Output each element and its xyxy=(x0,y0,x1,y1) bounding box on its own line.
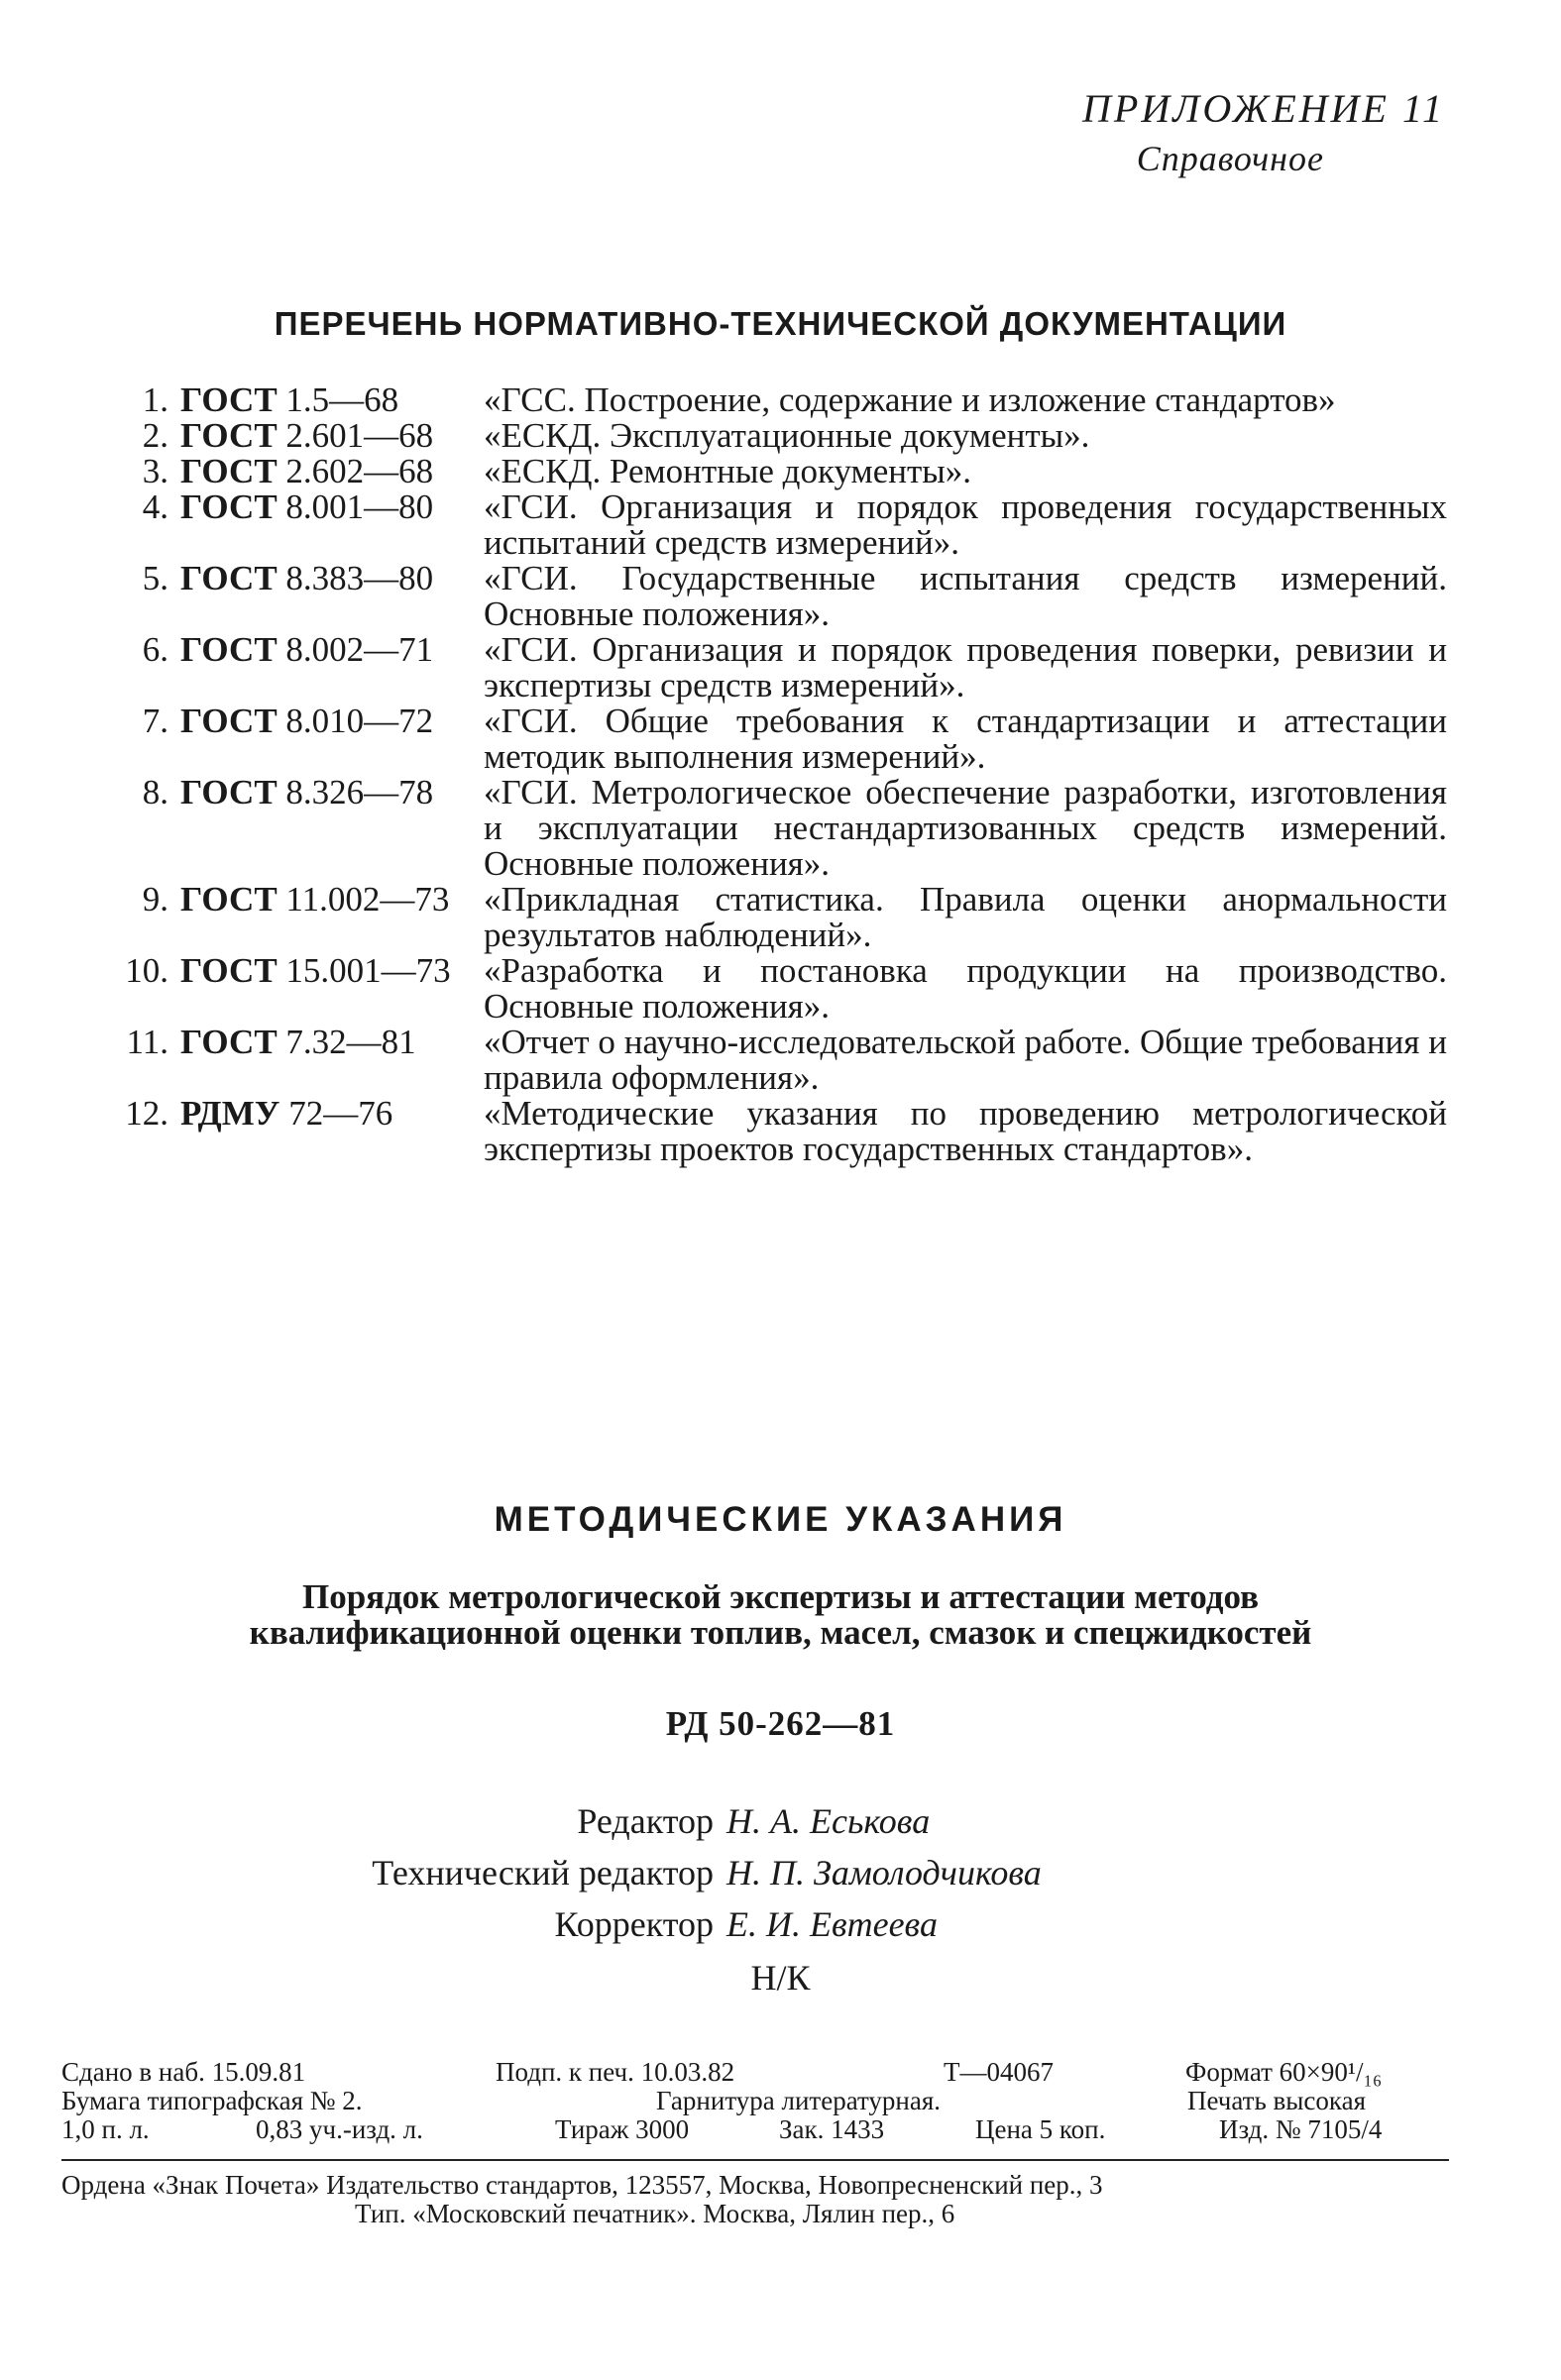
item-number: 2. xyxy=(142,416,168,455)
imprint-run: Тираж 3000 xyxy=(555,2114,690,2144)
method-subtitle-line: квалификационной оценки топлив, масел, смазок и спецжидкостей xyxy=(249,1613,1312,1652)
imprint-row xyxy=(61,2058,1449,2087)
item-code-number: 8.326—78 xyxy=(285,773,434,811)
imprint xyxy=(61,2058,1449,2144)
imprint-pub-no: Изд. № 7105/4 xyxy=(1219,2114,1383,2144)
item-prefix: ГОСТ xyxy=(180,487,278,526)
credit-name: Н. А. Еськова xyxy=(726,1801,931,1841)
item-code-number: 8.010—72 xyxy=(285,702,434,740)
item-prefix: ГОСТ xyxy=(180,452,278,490)
imprint-code: Т—04067 xyxy=(944,2057,1054,2087)
item-code-number: 15.001—73 xyxy=(285,951,451,990)
item-prefix: ГОСТ xyxy=(180,702,278,740)
item-code-number: 8.383—80 xyxy=(285,559,434,597)
item-code-number: 11.002—73 xyxy=(285,880,450,919)
imprint-price: Цена 5 коп. xyxy=(975,2114,1106,2144)
imprint-row xyxy=(61,2115,1449,2144)
item-number: 5. xyxy=(142,559,168,597)
rd-code: РД 50-262—81 xyxy=(665,1704,896,1743)
item-prefix: ГОСТ xyxy=(180,773,278,811)
credit-name: Н. П. Замолодчикова xyxy=(726,1853,1042,1893)
document-list-item xyxy=(99,632,1447,703)
credits xyxy=(0,1795,1561,1950)
item-title: «Разработка и постановка продукции на производство. Основные положения». xyxy=(484,951,1447,1026)
item-number: 10. xyxy=(125,951,168,990)
appendix-number: ПРИЛОЖЕНИЕ 11 xyxy=(1082,86,1445,131)
imprint-signed: Подп. к печ. 10.03.82 xyxy=(496,2057,735,2087)
document-list-item xyxy=(99,418,1447,454)
item-title: «ГСС. Построение, содержание и изложение стандартов» xyxy=(484,380,1336,419)
publisher-line: Ордена «Знак Почета» Издательство стандартов, 123557, Москва, Новопресненский пер., 3 xyxy=(61,2170,1103,2200)
document-list-item xyxy=(99,1096,1447,1167)
item-title: «Прикладная статистика. Правила оценки анормальности результатов наблюдений». xyxy=(484,880,1447,954)
method-subtitle xyxy=(0,1579,1561,1651)
item-code xyxy=(180,1096,484,1167)
credit-corrector xyxy=(0,1898,1561,1950)
item-number: 4. xyxy=(142,487,168,526)
item-prefix: ГОСТ xyxy=(180,880,278,919)
credit-role: Технический редактор xyxy=(372,1853,714,1893)
item-number: 11. xyxy=(126,1023,168,1061)
imprint-order: Зак. 1433 xyxy=(779,2114,885,2144)
credit-role: Корректор xyxy=(554,1904,714,1944)
document-list-item xyxy=(99,953,1447,1025)
item-title: «ГСИ. Общие требования к стандартизации и аттестации методик выполнения измерений». xyxy=(484,702,1447,776)
credit-editor xyxy=(0,1795,1561,1847)
item-title: «Отчет о научно-исследовательской работе. Общие требования и правила оформления». xyxy=(484,1023,1447,1097)
document-list-item xyxy=(99,561,1447,632)
item-code xyxy=(180,882,484,953)
item-title: «ГСИ. Организация и порядок проведения поверки, ревизии и экспертизы средств измерений». xyxy=(484,630,1447,704)
document-list-item xyxy=(99,882,1447,953)
credit-name: Е. И. Евтеева xyxy=(726,1904,938,1944)
printer-line: Тип. «Московский печатник». Москва, Лялин пер., 6 xyxy=(355,2199,955,2228)
publisher xyxy=(61,2171,1449,2228)
item-title: «ГСИ. Государственные испытания средств измерений. Основные положения». xyxy=(484,559,1447,633)
method-heading: МЕТОДИЧЕСКИЕ УКАЗАНИЯ xyxy=(494,1500,1067,1539)
imprint-paper: Бумага типографская № 2. xyxy=(61,2086,363,2115)
document-list xyxy=(99,382,1447,1167)
imprint-submitted: Сдано в наб. 15.09.81 xyxy=(61,2057,306,2087)
imprint-pub-sheets: 0,83 уч.-изд. л. xyxy=(256,2114,423,2144)
item-number: 7. xyxy=(142,702,168,740)
item-prefix: ГОСТ xyxy=(180,630,278,669)
nk-mark: Н/К xyxy=(750,1958,811,1998)
item-code xyxy=(180,454,484,489)
item-code-number: 72—76 xyxy=(288,1094,393,1133)
item-code-number: 1.5—68 xyxy=(285,380,399,419)
item-code xyxy=(180,632,484,703)
item-prefix: ГОСТ xyxy=(180,416,278,455)
imprint-row xyxy=(61,2087,1449,2115)
item-prefix: ГОСТ xyxy=(180,1023,278,1061)
imprint-typeface: Гарнитура литературная. xyxy=(656,2086,942,2115)
item-code xyxy=(180,561,484,632)
item-code xyxy=(180,418,484,454)
document-list-item xyxy=(99,454,1447,489)
item-code xyxy=(180,489,484,561)
item-code-number: 8.002—71 xyxy=(285,630,434,669)
document-list-item xyxy=(99,1025,1447,1096)
appendix-label xyxy=(1082,83,1445,182)
item-title: «ЕСКД. Ремонтные документы». xyxy=(484,452,972,490)
item-number: 8. xyxy=(142,773,168,811)
item-code xyxy=(180,953,484,1025)
item-number: 1. xyxy=(142,380,168,419)
document-list-item xyxy=(99,489,1447,561)
item-code xyxy=(180,703,484,775)
item-prefix: РДМУ xyxy=(180,1094,280,1133)
credit-role: Редактор xyxy=(577,1801,714,1841)
divider xyxy=(61,2159,1449,2161)
item-number: 12. xyxy=(125,1094,168,1133)
item-title: «Методические указания по проведению метрологической экспертизы проектов государственных стандартов». xyxy=(484,1094,1447,1168)
credit-tech-editor xyxy=(0,1847,1561,1898)
item-code-number: 2.602—68 xyxy=(285,452,434,490)
item-title: «ГСИ. Метрологическое обеспечение разработки, изготовления и эксплуатации нестандартизованных средств измерений. Основные положения». xyxy=(484,773,1447,883)
appendix-type: Справочное xyxy=(1136,139,1324,178)
document-list-item xyxy=(99,703,1447,775)
item-code-number: 7.32—81 xyxy=(285,1023,416,1061)
item-number: 6. xyxy=(142,630,168,669)
document-list-item xyxy=(99,382,1447,418)
imprint-sheets: 1,0 п. л. xyxy=(61,2114,150,2144)
item-code-number: 2.601—68 xyxy=(285,416,434,455)
document-list-item xyxy=(99,775,1447,882)
document-list-title: ПЕРЕЧЕНЬ НОРМАТИВНО-ТЕХНИЧЕСКОЙ ДОКУМЕНТАЦИИ xyxy=(274,305,1287,342)
item-code xyxy=(180,1025,484,1096)
imprint-format: Формат 60×90¹/₁₆ xyxy=(1185,2057,1383,2087)
item-code xyxy=(180,382,484,418)
item-prefix: ГОСТ xyxy=(180,559,278,597)
item-number: 3. xyxy=(142,452,168,490)
item-title: «ГСИ. Организация и порядок проведения государственных испытаний средств измерений». xyxy=(484,487,1447,562)
item-code xyxy=(180,775,484,882)
method-subtitle-line: Порядок метрологической экспертизы и аттестации методов xyxy=(301,1577,1260,1616)
item-prefix: ГОСТ xyxy=(180,951,278,990)
item-prefix: ГОСТ xyxy=(180,380,278,419)
imprint-print: Печать высокая xyxy=(1187,2086,1367,2115)
item-number: 9. xyxy=(142,880,168,919)
item-code-number: 8.001—80 xyxy=(285,487,434,526)
item-title: «ЕСКД. Эксплуатационные документы». xyxy=(484,416,1090,455)
